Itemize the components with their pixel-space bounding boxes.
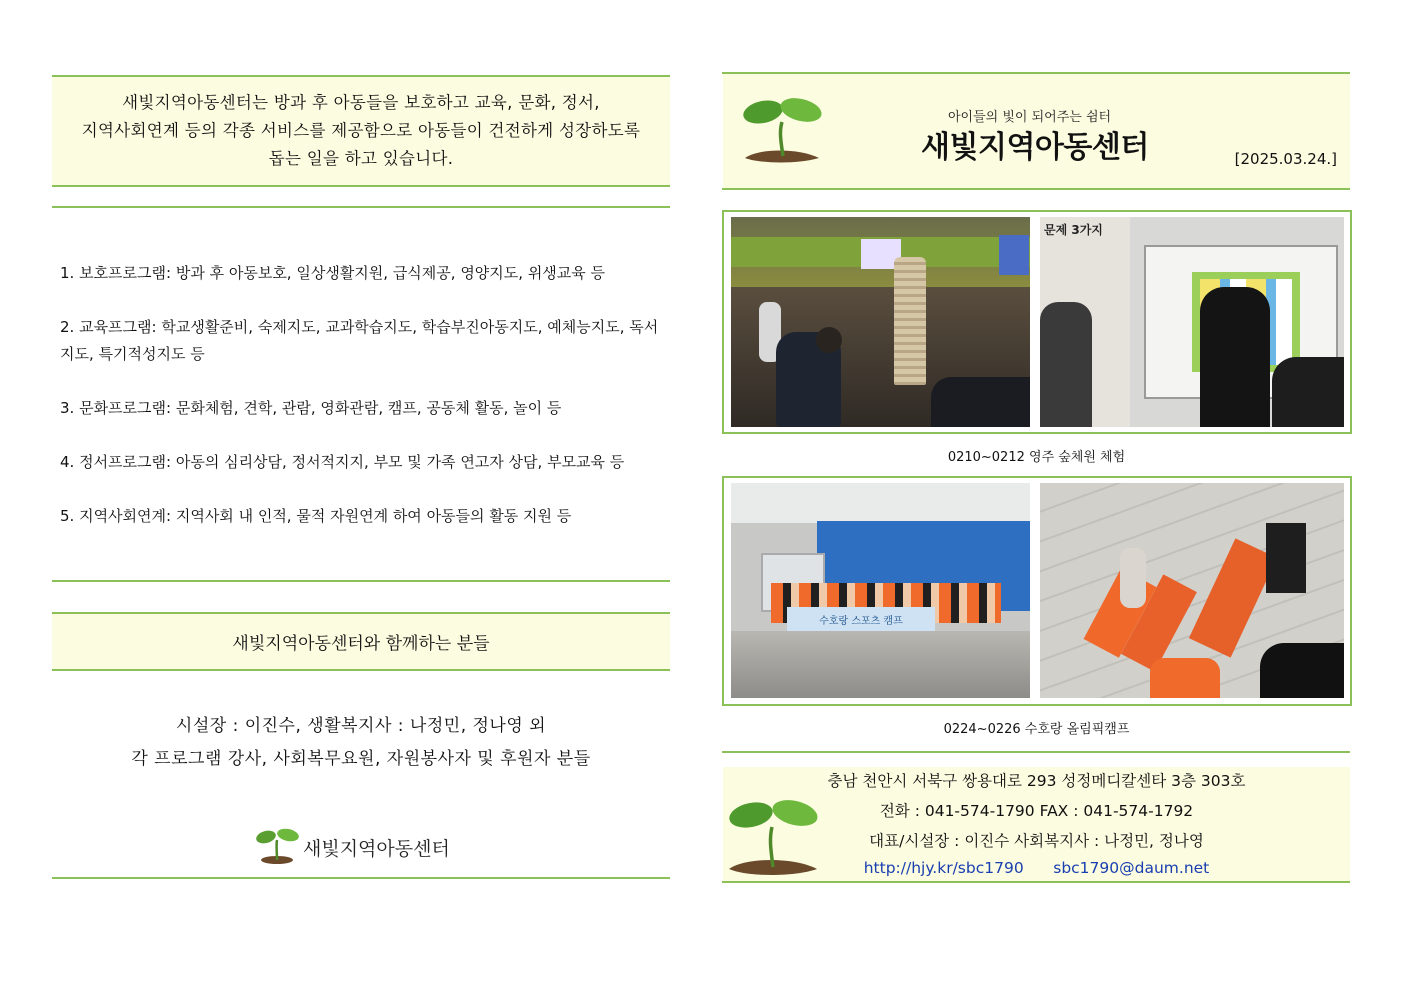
banner-sub: 스포츠 캠프 [851, 615, 903, 627]
staff-line: 시설장 : 이진수, 생활복지사 : 나정민, 정나영 외 [175, 716, 547, 736]
intro-line: 돕는 일을 하고 있습니다. [268, 149, 454, 168]
slogan: 아이들의 빛이 되어주는 쉼터 [948, 110, 1112, 125]
homepage-link[interactable]: http://hjy.kr/sbc1790 [863, 859, 1024, 877]
intro-box [52, 77, 670, 185]
divider [52, 669, 670, 671]
photo-block-tower [731, 217, 1030, 427]
contact-box [723, 767, 1350, 881]
address: 충남 천안시 서북구 쌍용대로 293 성정메디칼센타 3층 303호 [827, 772, 1246, 790]
footer-logo [255, 826, 495, 866]
intro-line: 지역사회연계 등의 각종 서비스를 제공함으로 아동들이 건전하게 성장하도록 [81, 121, 641, 140]
program-item: 5. 지역사회연계: 지역사회 내 인적, 물적 자원연계 하여 아동들의 활동 지원 등 [60, 507, 572, 525]
email-link[interactable]: sbc1790@daum.net [1053, 859, 1210, 877]
staff-line: 각 프로그램 강사, 사회복무요원, 자원봉사자 및 후원자 분들 [131, 749, 591, 769]
program-item: 1. 보호프로그램: 방과 후 아동보호, 일상생활지원, 급식제공, 영양지도, 위생교육 등 [60, 264, 606, 282]
phone-fax: 전화 : 041-574-1790 FAX : 041-574-1792 [879, 802, 1194, 820]
photo-frame [722, 210, 1352, 434]
partners-staff [52, 710, 670, 776]
divider [52, 206, 670, 208]
photo-olympic-group [731, 483, 1030, 698]
photo-caption: 0224~0226 수호랑 올림픽캠프 [943, 722, 1130, 737]
program-item: 2. 교육프그램: 학교생활준비, 숙제지도, 교과학습지도, 학습부진아동지도, 예체능지도, 독서지도, 특기적성지도 등 [60, 318, 659, 363]
intro-line: 새빛지역아동센터는 방과 후 아동들을 보호하고 교육, 문화, 정서, [122, 93, 600, 112]
date: [2025.03.24.] [1234, 150, 1337, 168]
divider [52, 185, 670, 187]
photo-whiteboard [1040, 217, 1344, 427]
center-name: 새빛지역아동센터 [921, 130, 1149, 165]
whiteboard-text: 문제 3가지 [1044, 223, 1103, 237]
program-item: 4. 정서프로그램: 아동의 심리상담, 정서적지지, 부모 및 가족 연고자 상담, 부모교육 등 [60, 453, 625, 471]
contact-staff: 대표/시설장 : 이진수 사회복지사 : 나정민, 정나영 [869, 832, 1204, 850]
divider [722, 188, 1350, 190]
program-item: 3. 문화프로그램: 문화체험, 견학, 관람, 영화관람, 캠프, 공동체 활동, 놀이 등 [60, 399, 562, 417]
partners-title: 새빛지역아동센터와 함께하는 분들 [52, 614, 670, 669]
program-list [60, 260, 665, 557]
photo-caption: 0210~0212 영주 숲체원 체험 [947, 450, 1126, 465]
links-row [723, 859, 1350, 877]
photo-shooting-range [1040, 483, 1344, 698]
footer-logo-text: 새빛지역아동센터 [303, 838, 450, 860]
divider [722, 751, 1350, 753]
sprout-icon [255, 826, 301, 866]
banner [787, 607, 935, 631]
divider [722, 881, 1350, 883]
divider [52, 877, 670, 879]
photo-frame [722, 476, 1352, 706]
sprout-logo-icon [739, 92, 825, 166]
divider [52, 580, 670, 582]
header [723, 74, 1350, 188]
banner-title: 수호랑 [819, 615, 849, 627]
